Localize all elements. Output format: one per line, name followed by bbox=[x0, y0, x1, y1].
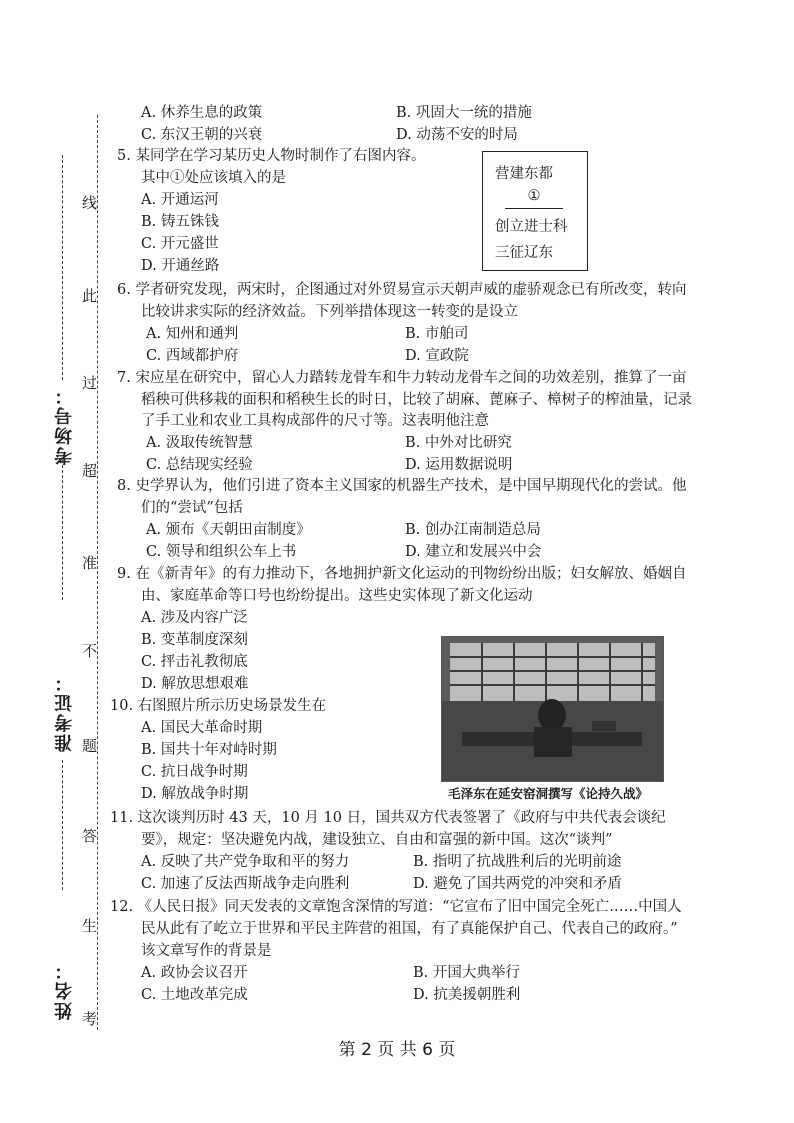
page-number: 第 2 页 共 6 页 bbox=[338, 1040, 456, 1060]
q11-stem-cont: 要》，规定：坚决避免内战，建设独立、自由和富强的新中国。这次“谈判” bbox=[141, 832, 613, 848]
seal-char: 此 bbox=[82, 287, 98, 305]
q9-option-b: B. 变革制度深刻 bbox=[141, 632, 248, 648]
q7-option-b: B. 中外对比研究 bbox=[405, 435, 512, 451]
q6-option-b: B. 市舶司 bbox=[405, 326, 469, 342]
q11-stem: 11. 这次谈判历时 43 天，10 月 10 日，国共双方代表签署了《政府与中共代表会谈纪 bbox=[110, 810, 666, 826]
q8-stem-cont: 们的“尝试”包括 bbox=[141, 500, 243, 516]
q6-stem-cont: 比较讲求实际的经济效益。下列举措体现这一转变的是设立 bbox=[141, 304, 518, 320]
q8-option-c: C. 领导和组织公车上书 bbox=[146, 544, 297, 560]
q9-stem: 9. 在《新青年》的有力推动下，各地拥护新文化运动的刊物纷纷出版；妇女解放、婚姻自 bbox=[117, 566, 687, 582]
seal-char: 考 bbox=[82, 1010, 98, 1028]
q11-option-c: C. 加速了反法西斯战争走向胜利 bbox=[141, 876, 350, 892]
q4-option-a: A. 休养生息的政策 bbox=[141, 105, 263, 121]
q12-option-a: A. 政协会议召开 bbox=[141, 965, 248, 981]
exam-room-label: 考场号： bbox=[54, 385, 75, 465]
seal-dashed-line bbox=[97, 115, 98, 1030]
q6-stem: 6. 学者研究发现，两宋时，企图通过对外贸易宣示天朝声威的虚骄观念已有所改变，转向 bbox=[117, 282, 687, 298]
q5-option-a: A. 开通运河 bbox=[141, 192, 219, 208]
seal-char: 不 bbox=[82, 642, 98, 660]
q10-option-b: B. 国共十年对峙时期 bbox=[141, 742, 277, 758]
q4-option-c: C. 东汉王朝的兴衰 bbox=[141, 127, 263, 143]
q4-option-b: B. 巩固大一统的措施 bbox=[396, 105, 532, 121]
q12-option-d: D. 抗美援朝胜利 bbox=[413, 987, 521, 1003]
seal-char: 过 bbox=[82, 374, 98, 392]
exam-room-line bbox=[62, 155, 63, 380]
note-blank bbox=[505, 188, 563, 209]
q5-stem-cont: 其中①处应该填入的是 bbox=[141, 170, 286, 186]
note-line-3: 创立进士科 bbox=[495, 219, 568, 235]
yanan-cave-photo bbox=[441, 636, 664, 782]
q6-option-d: D. 宣政院 bbox=[405, 348, 469, 364]
seal-char: 生 bbox=[82, 917, 98, 935]
q10-option-a: A. 国民大革命时期 bbox=[141, 720, 263, 736]
q7-stem-cont2: 了手工业和农业工具构成部件的尺寸等。这表明他注意 bbox=[141, 413, 489, 429]
q7-stem-cont: 稻秧可供移栽的面积和稻秧生长的时日，比较了胡麻、蓖麻子、樟树子的榨油量，记录 bbox=[141, 392, 692, 408]
q12-stem-cont2: 该文章写作的背景是 bbox=[141, 943, 272, 959]
q7-stem: 7. 宋应星在研究中，留心人力踏转龙骨车和牛力转动龙骨车之间的功效差别，推算了一亩 bbox=[117, 370, 687, 386]
q11-option-b: B. 指明了抗战胜利后的光明前途 bbox=[413, 854, 622, 870]
exam-room-line-lower bbox=[62, 460, 63, 600]
q12-option-b: B. 开国大典举行 bbox=[413, 965, 520, 981]
q8-option-a: A. 颁布《天朝田亩制度》 bbox=[146, 522, 311, 538]
ticket-label: 准考证： bbox=[54, 672, 75, 752]
seal-char: 答 bbox=[82, 827, 98, 845]
q6-option-a: A. 知州和通判 bbox=[146, 326, 239, 342]
q7-option-d: D. 运用数据说明 bbox=[405, 457, 513, 473]
q5-stem: 5. 某同学在学习某历史人物时制作了右图内容。 bbox=[117, 148, 426, 164]
q4-option-d: D. 动荡不安的时局 bbox=[396, 127, 518, 143]
q10-option-d: D. 解放战争时期 bbox=[141, 786, 249, 802]
q12-stem-cont: 民从此有了屹立于世界和平民主阵营的祖国，有了真能保护自己、代表自己的政府。” bbox=[141, 921, 678, 937]
q5-option-c: C. 开元盛世 bbox=[141, 236, 219, 252]
q9-option-a: A. 涉及内容广泛 bbox=[141, 610, 248, 626]
q7-option-c: C. 总结现实经验 bbox=[146, 457, 253, 473]
seal-char: 超 bbox=[82, 462, 98, 480]
q9-option-c: C. 抨击礼教彻底 bbox=[141, 654, 248, 670]
q10-stem: 10. 右图照片所示历史场景发生在 bbox=[110, 698, 327, 714]
q5-option-d: D. 开通丝路 bbox=[141, 258, 220, 274]
q10-option-c: C. 抗日战争时期 bbox=[141, 764, 248, 780]
photo-caption: 毛泽东在延安窑洞撰写《论持久战》 bbox=[448, 786, 649, 801]
q7-option-a: A. 汲取传统智慧 bbox=[146, 435, 253, 451]
q9-stem-cont: 由、家庭革命等口号也纷纷提出。这些史实体现了新文化运动 bbox=[141, 588, 533, 604]
seal-char: 题 bbox=[82, 737, 98, 755]
q8-option-b: B. 创办江南制造总局 bbox=[405, 522, 541, 538]
seal-char: 准 bbox=[82, 554, 98, 572]
q9-option-d: D. 解放思想艰难 bbox=[141, 676, 249, 692]
q8-stem: 8. 史学界认为，他们引进了资本主义国家的机器生产技术，是中国早期现代化的尝试。他 bbox=[117, 478, 687, 494]
ticket-line bbox=[62, 760, 63, 890]
q11-option-a: A. 反映了共产党争取和平的努力 bbox=[141, 854, 350, 870]
note-line-1: 营建东都 bbox=[495, 166, 553, 182]
note-line-4: 三征辽东 bbox=[495, 245, 553, 261]
q11-option-d: D. 避免了国共两党的冲突和矛盾 bbox=[413, 876, 622, 892]
q5-option-b: B. 铸五铢钱 bbox=[141, 214, 219, 230]
q12-option-c: C. 土地改革完成 bbox=[141, 987, 248, 1003]
name-label: 姓名： bbox=[54, 960, 75, 1020]
seal-char: 线 bbox=[82, 194, 98, 212]
q8-option-d: D. 建立和发展兴中会 bbox=[405, 544, 542, 560]
photo-illustration bbox=[442, 637, 663, 781]
note-blank-marker: ① bbox=[527, 188, 541, 204]
q6-option-c: C. 西域都护府 bbox=[146, 348, 239, 364]
q12-stem: 12. 《人民日报》同天发表的文章饱含深情的写道：“它宣布了旧中国完全死亡……中国人 bbox=[110, 899, 682, 915]
q5-note-card bbox=[482, 151, 588, 271]
